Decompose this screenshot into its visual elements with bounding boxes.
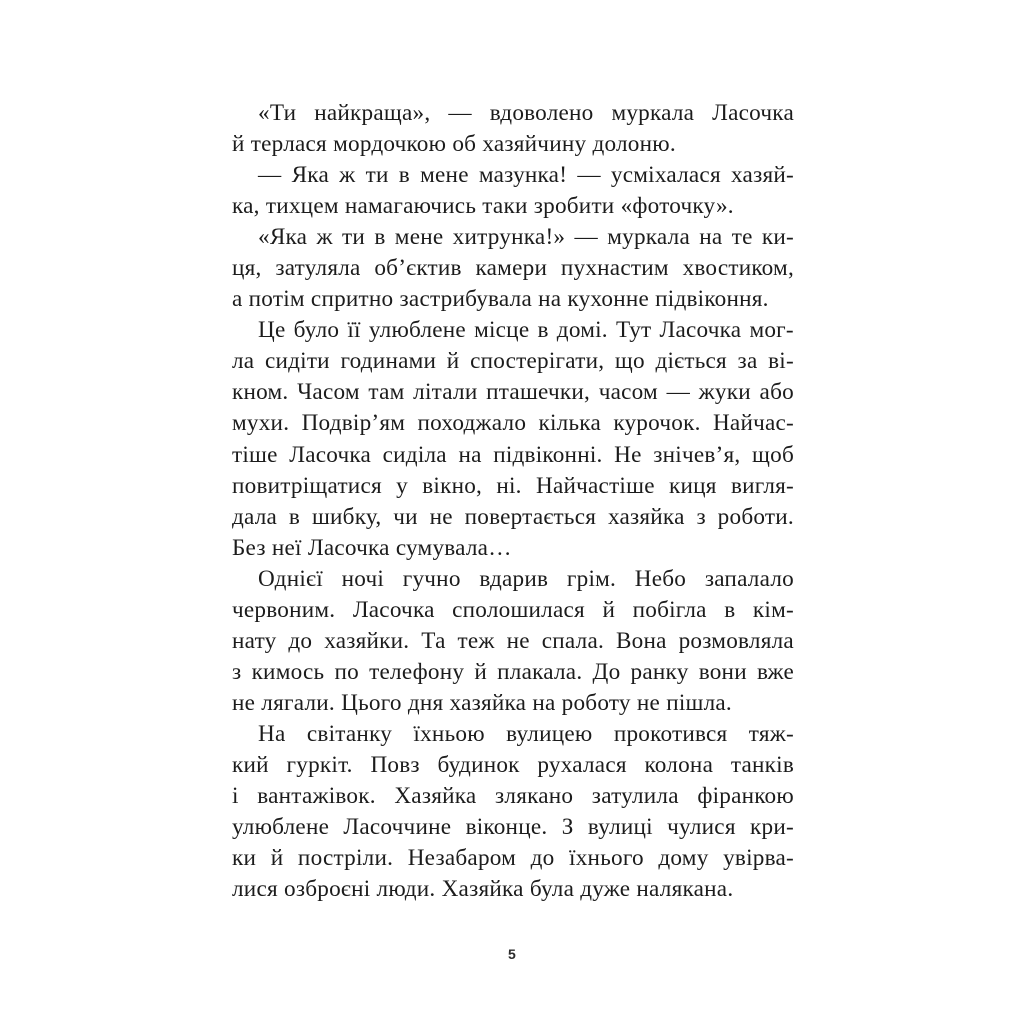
text-line: Однієї ночі гучно вдарив грім. Небо запалало xyxy=(258,565,794,592)
paragraph xyxy=(232,222,794,315)
text-line: ла сидіти годинами й спостерігати, що діється за ві- xyxy=(232,348,794,375)
text-line: ця, затуляла об’єктив камери пухнастим хвостиком, xyxy=(232,255,794,282)
page-text-body xyxy=(232,98,794,905)
text-line: кий гуркіт. Повз будинок рухалася колона танків xyxy=(232,751,794,778)
text-line: «Ти найкраща», — вдоволено муркала Ласочка xyxy=(258,100,794,126)
text-line: тіше Ласочка сиділа на підвіконні. Не знічев’я, щоб xyxy=(232,441,794,468)
paragraph xyxy=(232,160,794,222)
text-line: — Яка ж ти в мене мазунка! — усміхалася хазяй- xyxy=(258,162,794,189)
text-line: «Яка ж ти в мене хитрунка!» — муркала на те ки- xyxy=(258,224,794,251)
text-line: кном. Часом там літали пташечки, часом — жуки або xyxy=(232,379,794,406)
text-line: мухи. Подвір’ям походжало кілька курочок. Найчас- xyxy=(232,410,794,437)
text-line: з кимось по телефону й плакала. До ранку вони вже xyxy=(232,658,794,685)
text-line: повитріщатися у вікно, ні. Найчастіше киця вигля- xyxy=(232,472,794,499)
text-line: а потім спритно застрибувала на кухонне підвіконня. xyxy=(232,286,769,313)
paragraph xyxy=(232,719,794,905)
text-line: На світанку їхньою вулицею прокотився тяж- xyxy=(258,720,794,747)
text-line: Без неї Ласочка сумувала… xyxy=(232,534,512,561)
text-line: ка, тихцем намагаючись таки зробити «фоточку». xyxy=(232,193,734,220)
paragraph xyxy=(232,98,794,160)
text-line: лися озброєні люди. Хазяйка була дуже налякана. xyxy=(232,876,734,903)
text-line: улюблене Ласоччине віконце. З вулиці чулися кри- xyxy=(232,814,794,841)
text-line: червоним. Ласочка сполошилася й побігла в кім- xyxy=(232,596,794,623)
text-line: дала в шибку, чи не повертається хазяйка з роботи. xyxy=(232,503,794,530)
text-line: й терлася мордочкою об хазяйчину долоню. xyxy=(232,131,676,158)
text-line: Це було її улюблене місце в домі. Тут Ласочка мог- xyxy=(258,317,794,344)
text-line: ки й постріли. Незабаром до їхнього дому увірва- xyxy=(232,845,794,872)
paragraph xyxy=(232,564,794,719)
text-line: нату до хазяйки. Та теж не спала. Вона розмовляла xyxy=(232,627,794,654)
page-number: 5 xyxy=(507,946,517,962)
paragraph xyxy=(232,315,794,563)
text-line: і вантажівок. Хазяйка злякано затулила фіранкою xyxy=(232,783,794,810)
text-line: не лягали. Цього дня хазяйка на роботу не пішла. xyxy=(232,689,732,716)
